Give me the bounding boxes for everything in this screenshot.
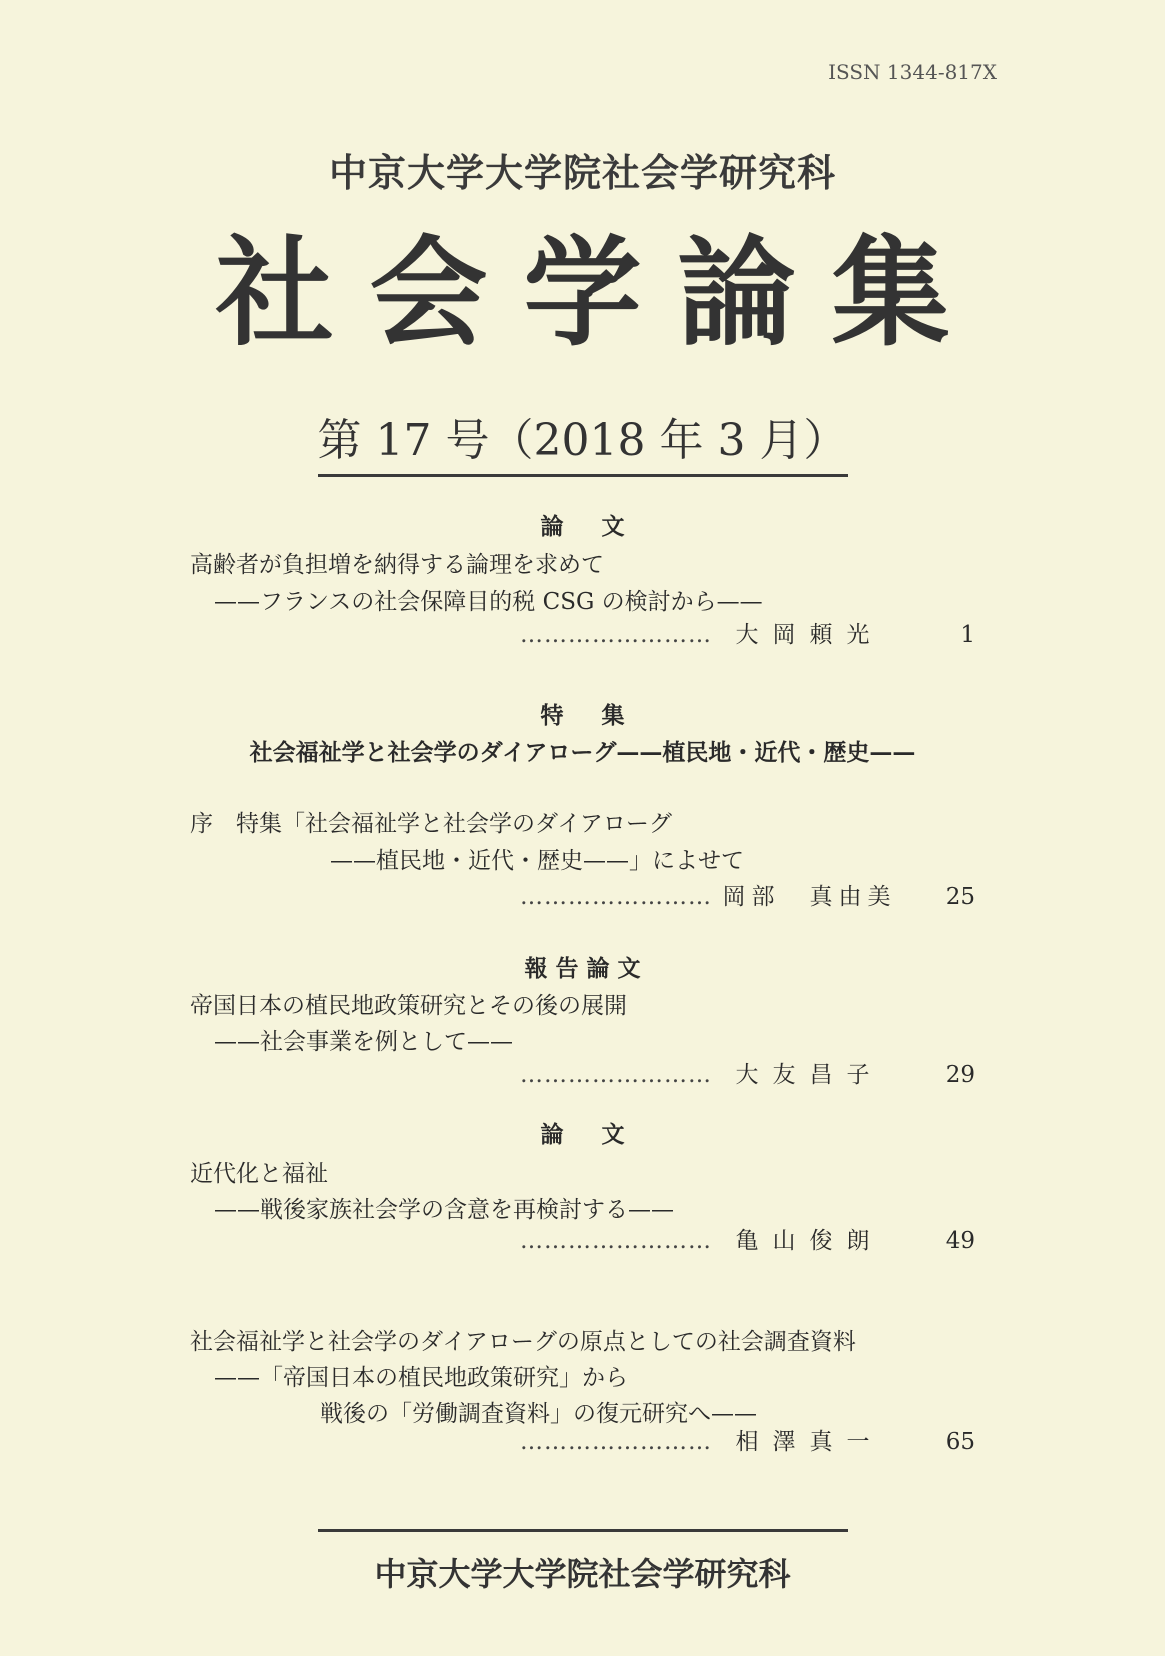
journal-title: 社会学論集 — [215, 223, 986, 362]
article-subtitle: ——「帝国日本の植民地政策研究」から — [214, 1365, 628, 1391]
toc-entry-author-row — [520, 1056, 975, 1089]
leader-dots: …………………… — [520, 1062, 712, 1088]
leader-dots: …………………… — [520, 1228, 712, 1254]
leader-dots: …………………… — [520, 1429, 712, 1455]
section-heading-feature: 特集 — [540, 702, 663, 729]
issue-info: 第 17 号（2018 年 3 月） — [317, 415, 848, 466]
bottom-divider — [318, 1529, 848, 1532]
article-subtitle: ——社会事業を例として—— — [214, 1029, 513, 1055]
page-number: 65 — [945, 1429, 975, 1455]
article-title: 高齢者が負担増を納得する論理を求めて — [190, 552, 604, 578]
article-subtitle-continued: 戦後の「労働調査資料」の復元研究へ—— — [320, 1401, 757, 1427]
author-name: 大岡頼光 — [735, 622, 884, 648]
toc-entry-author-row — [520, 878, 975, 911]
article-title: 近代化と福祉 — [190, 1161, 328, 1187]
leader-dots: …………………… — [520, 884, 712, 910]
top-divider — [318, 474, 848, 477]
author-name: 相澤真一 — [735, 1429, 884, 1455]
article-subtitle: ——戦後家族社会学の含意を再検討する—— — [214, 1197, 674, 1223]
section-heading-report: 報告論文 — [524, 955, 649, 982]
publisher-bottom: 中京大学大学院社会学研究科 — [374, 1555, 791, 1593]
article-subtitle: ——植民地・近代・歴史——」によせて — [330, 848, 744, 874]
toc-entry-author-row — [520, 616, 975, 649]
toc-entry-author-row — [520, 1423, 975, 1456]
author-name: 大友昌子 — [735, 1062, 884, 1088]
article-title: 帝国日本の植民地政策研究とその後の展開 — [190, 993, 627, 1019]
toc-entry-author-row — [520, 1222, 975, 1255]
publisher-top: 中京大学大学院社会学研究科 — [328, 150, 836, 195]
leader-dots: …………………… — [520, 622, 712, 648]
page-number: 1 — [960, 622, 975, 648]
author-name: 亀山俊朗 — [735, 1228, 884, 1254]
page-number: 29 — [945, 1062, 975, 1088]
author-name: 岡部 真由美 — [722, 884, 897, 910]
article-title: 序 特集「社会福祉学と社会学のダイアローグ — [190, 811, 672, 837]
page-number: 25 — [945, 884, 975, 910]
section-heading-papers-2: 論文 — [540, 1121, 663, 1148]
article-subtitle: ——フランスの社会保障目的税 CSG の検討から—— — [214, 589, 763, 615]
page-number: 49 — [945, 1228, 975, 1254]
section-heading-papers: 論文 — [540, 513, 663, 540]
issn: ISSN 1344-817X — [828, 60, 997, 84]
feature-title: 社会福祉学と社会学のダイアローグ——植民地・近代・歴史—— — [249, 739, 916, 766]
article-title: 社会福祉学と社会学のダイアローグの原点としての社会調査資料 — [190, 1329, 856, 1355]
